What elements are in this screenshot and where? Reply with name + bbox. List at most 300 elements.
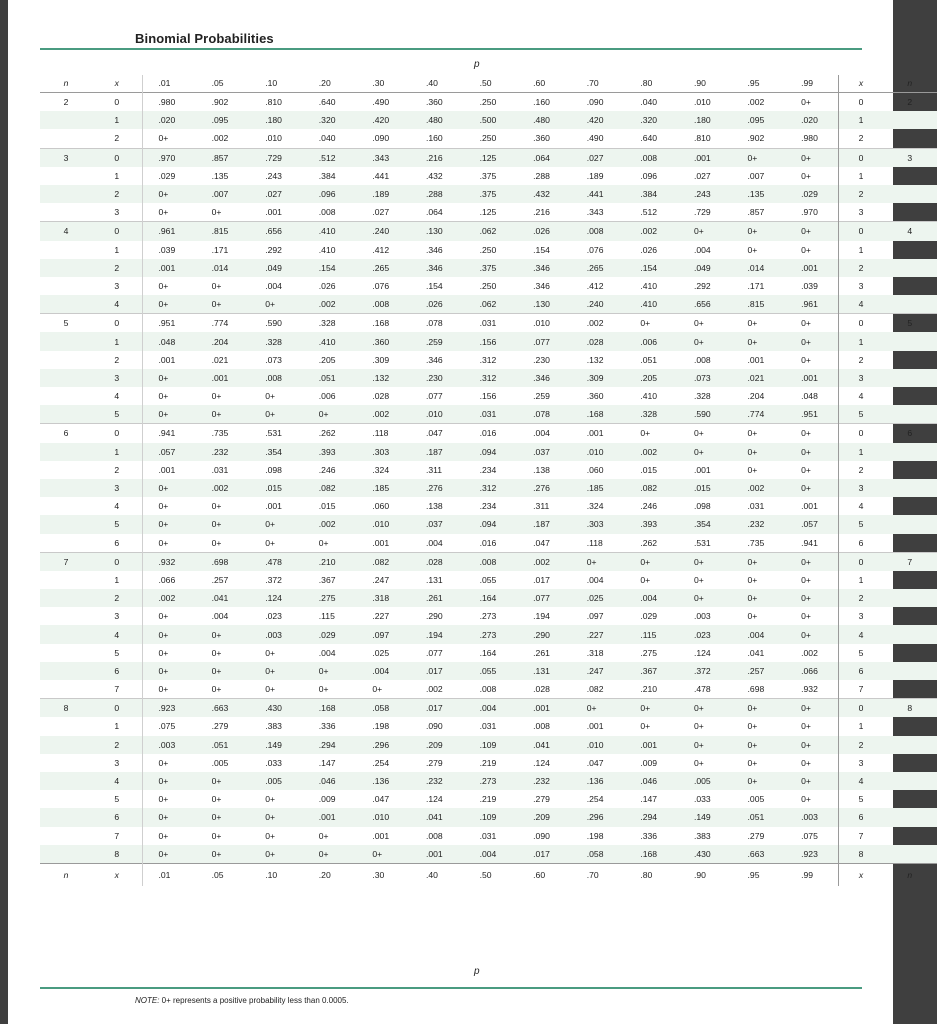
x-cell: 6: [92, 534, 142, 553]
n-cell-right: [883, 736, 937, 754]
table-row: [40, 662, 937, 680]
probability-cell: .029: [785, 185, 839, 203]
probability-cell: .420: [356, 111, 410, 129]
probability-cell: 0+: [571, 552, 625, 571]
probability-cell: 0+: [158, 133, 169, 144]
x-cell-right: 0: [839, 93, 883, 112]
probability-cell: 0+: [158, 794, 169, 805]
probability-cell: 0+: [732, 222, 786, 241]
p-footer: .60: [533, 869, 546, 880]
n-cell-right: [883, 203, 937, 222]
probability-cell: .234: [479, 464, 497, 475]
probability-cell: .154: [303, 259, 357, 277]
probability-cell: .279: [533, 794, 550, 805]
probability-cell: .001: [142, 259, 196, 277]
probability-cell: .060: [372, 501, 390, 512]
p-header: .99: [801, 78, 814, 88]
probability-cell: .004: [265, 280, 282, 291]
probability-cell: .384: [624, 185, 678, 203]
n-cell: [40, 387, 92, 405]
probability-cell: .041: [747, 647, 765, 658]
probability-cell: .346: [425, 354, 443, 365]
probability-cell: .118: [356, 424, 410, 443]
x-cell-right: 2: [839, 185, 883, 203]
table-row: [40, 772, 937, 790]
n-cell-right: [883, 111, 937, 129]
x-cell: 3: [92, 754, 142, 772]
probability-cell: .259: [533, 391, 550, 402]
probability-cell: .010: [571, 736, 625, 754]
probability-cell: .512: [640, 207, 658, 218]
probability-cell: .015: [249, 479, 303, 497]
probability-cell: 0+: [158, 501, 169, 512]
probability-cell: .002: [356, 405, 410, 424]
n-cell: [40, 259, 92, 277]
x-footer-right: x: [839, 863, 883, 886]
probability-cell: 0+: [142, 295, 196, 314]
header-row: [40, 75, 937, 93]
table-row: [40, 314, 937, 333]
n-cell-right: [883, 845, 937, 864]
x-cell: 1: [92, 332, 142, 350]
probability-cell: .017: [410, 662, 464, 680]
probability-cell: .288: [410, 185, 464, 203]
probability-cell: .001: [265, 501, 282, 512]
n-cell-right: [883, 461, 937, 479]
probability-cell: .154: [425, 280, 443, 291]
probability-cell: .082: [303, 479, 357, 497]
p-header: .70: [586, 78, 599, 88]
n-cell: [40, 662, 92, 680]
probability-cell: .082: [356, 552, 410, 571]
x-cell-right: 2: [839, 589, 883, 607]
probability-cell: .296: [571, 808, 625, 826]
table-row: [40, 461, 937, 479]
probability-cell: .135: [211, 170, 229, 181]
probability-cell: .324: [372, 464, 390, 475]
n-cell: [40, 295, 92, 314]
probability-cell: .246: [640, 501, 658, 512]
probability-cell: 0+: [678, 222, 732, 241]
table-row: [40, 845, 937, 864]
n-cell-right: [883, 754, 937, 772]
probability-cell: .010: [693, 97, 711, 108]
probability-cell: .109: [464, 736, 518, 754]
probability-cell: .004: [624, 589, 678, 607]
probability-cell: .941: [801, 537, 818, 548]
x-cell-right: 0: [839, 552, 883, 571]
probability-cell: 0+: [801, 464, 811, 475]
probability-cell: .250: [479, 244, 497, 255]
probability-cell: 0+: [801, 574, 811, 585]
probability-cell: .290: [517, 625, 571, 643]
x-cell-right: 5: [839, 405, 883, 424]
probability-cell: 0+: [678, 424, 732, 443]
probability-cell: .204: [747, 391, 765, 402]
probability-cell: 0+: [732, 332, 786, 350]
probability-cell: .051: [640, 354, 658, 365]
probability-cell: .205: [318, 354, 336, 365]
probability-cell: 0+: [249, 662, 303, 680]
probability-cell: 0+: [624, 314, 678, 333]
probability-cell: .156: [479, 391, 497, 402]
probability-cell: .294: [624, 808, 678, 826]
probability-cell: .205: [624, 369, 678, 387]
probability-cell: .004: [464, 699, 518, 718]
probability-cell: .130: [517, 295, 571, 314]
probability-cell: .531: [249, 424, 303, 443]
probability-cell: .048: [801, 391, 818, 402]
x-cell-right: 5: [839, 644, 883, 662]
probability-cell: .441: [372, 170, 390, 181]
table-row: [40, 203, 937, 222]
footnote: [135, 996, 349, 1005]
x-header-right: x: [839, 75, 883, 93]
table-row: [40, 644, 937, 662]
probability-cell: 0+: [747, 464, 758, 475]
probability-cell: .336: [318, 721, 336, 732]
probability-cell: 0+: [142, 479, 196, 497]
probability-cell: .010: [571, 443, 625, 461]
probability-cell: 0+: [196, 295, 250, 314]
probability-cell: .008: [318, 207, 336, 218]
x-cell: 2: [92, 259, 142, 277]
probability-cell: .729: [693, 207, 711, 218]
probability-cell: .039: [801, 280, 818, 291]
p-header: .80: [640, 78, 653, 88]
probability-cell: .009: [318, 794, 336, 805]
probability-cell: 0+: [318, 830, 329, 841]
probability-cell: .309: [571, 369, 625, 387]
p-footer: .05: [211, 869, 224, 880]
p-header: .90: [693, 78, 706, 88]
probability-cell: .590: [678, 405, 732, 424]
x-cell-right: 2: [839, 461, 883, 479]
probability-cell: .234: [479, 501, 497, 512]
n-cell: [40, 717, 92, 735]
n-cell: 7: [40, 552, 92, 571]
probability-cell: .075: [158, 721, 176, 732]
probability-cell: .004: [425, 537, 443, 548]
probability-cell: 0+: [785, 589, 839, 607]
probability-cell: .006: [624, 332, 678, 350]
n-footer-right: n: [907, 869, 913, 880]
probability-cell: 0+: [158, 537, 169, 548]
probability-cell: .010: [356, 808, 410, 826]
p-header: .05: [211, 78, 224, 88]
n-cell-right: 2: [907, 97, 913, 108]
n-cell-right: [883, 680, 937, 699]
p-footer: .30: [372, 869, 385, 880]
probability-cell: .774: [196, 314, 250, 333]
probability-cell: .062: [464, 295, 518, 314]
probability-cell: .026: [318, 280, 336, 291]
probability-cell: .375: [479, 170, 497, 181]
probability-cell: .296: [356, 736, 410, 754]
probability-cell: 0+: [732, 699, 786, 718]
probability-cell: .041: [410, 808, 464, 826]
x-cell: 1: [92, 167, 142, 185]
probability-cell: .051: [303, 369, 357, 387]
probability-cell: 0+: [571, 699, 625, 718]
probability-cell: .094: [464, 515, 518, 533]
probability-cell: .311: [425, 464, 443, 475]
n-cell: [40, 534, 92, 553]
n-cell: [40, 369, 92, 387]
probability-cell: .410: [640, 280, 658, 291]
probability-cell: .303: [571, 515, 625, 533]
x-cell: 4: [92, 497, 142, 515]
probability-cell: .076: [372, 280, 390, 291]
probability-cell: .097: [586, 611, 604, 622]
probability-cell: .209: [410, 736, 464, 754]
x-cell-right: 2: [839, 736, 883, 754]
table-row: [40, 369, 937, 387]
probability-cell: .168: [303, 699, 357, 718]
n-cell: 8: [40, 699, 92, 718]
probability-cell: .261: [410, 589, 464, 607]
p-header: .01: [158, 78, 171, 88]
probability-cell: .130: [410, 222, 464, 241]
n-cell: [40, 185, 92, 203]
probability-cell: 0+: [318, 537, 329, 548]
probability-cell: .656: [249, 222, 303, 241]
n-cell: [40, 808, 92, 826]
probability-cell: .004: [586, 574, 604, 585]
probability-cell: .026: [640, 244, 658, 255]
x-cell: 3: [92, 369, 142, 387]
n-cell-right: [883, 241, 937, 259]
probability-cell: .164: [464, 589, 518, 607]
probability-cell: .640: [640, 133, 658, 144]
probability-cell: 0+: [158, 757, 169, 768]
x-cell: 6: [92, 662, 142, 680]
probability-cell: .098: [693, 501, 711, 512]
probability-cell: .265: [571, 259, 625, 277]
n-cell-right: 4: [883, 222, 937, 241]
probability-cell: .097: [356, 625, 410, 643]
probability-cell: .001: [158, 354, 176, 365]
probability-cell: .138: [425, 501, 443, 512]
probability-cell: .077: [517, 332, 571, 350]
probability-cell: .698: [747, 684, 765, 695]
probability-cell: .008: [571, 222, 625, 241]
probability-cell: 0+: [142, 845, 196, 864]
probability-cell: .970: [142, 148, 196, 167]
probability-cell: 0+: [801, 244, 811, 255]
probability-cell: .951: [785, 405, 839, 424]
probability-cell: 0+: [785, 148, 839, 167]
x-cell-right: 1: [839, 443, 883, 461]
probability-cell: .066: [158, 574, 176, 585]
probability-cell: 0+: [640, 721, 651, 732]
probability-cell: .961: [785, 295, 839, 314]
probability-cell: .095: [196, 111, 250, 129]
probability-cell: .980: [801, 133, 818, 144]
probability-cell: 0+: [747, 574, 758, 585]
probability-cell: .250: [479, 97, 497, 108]
probability-cell: .066: [785, 662, 839, 680]
table-row: [40, 736, 937, 754]
probability-cell: .254: [372, 757, 390, 768]
probability-cell: .210: [640, 684, 658, 695]
probability-cell: 0+: [640, 574, 651, 585]
probability-cell: .857: [196, 148, 250, 167]
probability-cell: .118: [586, 537, 603, 548]
probability-cell: .031: [464, 314, 518, 333]
probability-cell: .025: [372, 647, 390, 658]
x-cell: 7: [92, 827, 142, 845]
n-cell: 6: [40, 424, 92, 443]
probability-cell: .001: [624, 736, 678, 754]
probability-cell: .001: [303, 808, 357, 826]
probability-cell: .276: [410, 479, 464, 497]
probability-cell: 0+: [158, 207, 169, 218]
page: [8, 0, 913, 1024]
probability-cell: .007: [196, 185, 250, 203]
n-cell: [40, 332, 92, 350]
probability-cell: .136: [571, 772, 625, 790]
probability-cell: .171: [211, 244, 229, 255]
table-row: [40, 515, 937, 533]
probability-cell: .410: [303, 332, 357, 350]
table-row: [40, 625, 937, 643]
probability-cell: 0+: [747, 244, 758, 255]
probability-cell: .002: [624, 443, 678, 461]
probability-cell: .028: [533, 684, 550, 695]
n-cell-right: [883, 515, 937, 533]
probability-cell: 0+: [732, 424, 786, 443]
probability-cell: .124: [249, 589, 303, 607]
n-cell-right: 5: [883, 314, 937, 333]
probability-cell: 0+: [372, 684, 383, 695]
table-row: [40, 111, 937, 129]
probability-cell: .410: [640, 391, 658, 402]
n-header: n: [63, 78, 69, 88]
x-cell: 3: [92, 607, 142, 625]
probability-cell: .001: [785, 369, 839, 387]
binomial-table: [40, 75, 937, 886]
probability-cell: 0+: [211, 280, 222, 291]
probability-cell: .932: [142, 552, 196, 571]
probability-cell: .480: [410, 111, 464, 129]
probability-cell: .077: [425, 647, 443, 658]
probability-cell: .367: [318, 574, 336, 585]
probability-cell: .262: [640, 537, 658, 548]
probability-cell: 0+: [211, 537, 222, 548]
probability-cell: .014: [732, 259, 786, 277]
probability-cell: .002: [732, 479, 786, 497]
probability-cell: 0+: [801, 794, 811, 805]
probability-cell: .058: [356, 699, 410, 718]
probability-cell: .410: [318, 244, 336, 255]
probability-cell: 0+: [142, 185, 196, 203]
probability-cell: 0+: [265, 794, 275, 805]
probability-cell: .016: [479, 537, 497, 548]
probability-cell: .210: [303, 552, 357, 571]
probability-cell: .037: [410, 515, 464, 533]
n-cell-right: [883, 387, 937, 405]
probability-cell: .075: [801, 830, 818, 841]
probability-cell: .096: [303, 185, 357, 203]
probability-cell: .131: [517, 662, 571, 680]
table-row: [40, 680, 937, 699]
probability-cell: 0+: [732, 772, 786, 790]
probability-cell: 0+: [678, 736, 732, 754]
x-cell: 4: [92, 772, 142, 790]
p-footer: .80: [640, 869, 653, 880]
probability-cell: .004: [732, 625, 786, 643]
probability-cell: .216: [533, 207, 550, 218]
probability-cell: .232: [196, 443, 250, 461]
probability-cell: .729: [249, 148, 303, 167]
p-footer: .95: [747, 869, 760, 880]
x-header: x: [92, 75, 142, 93]
probability-cell: .160: [533, 97, 550, 108]
probability-cell: .026: [410, 295, 464, 314]
probability-cell: .138: [533, 464, 550, 475]
probability-cell: 0+: [785, 736, 839, 754]
n-cell-right: [883, 405, 937, 424]
p-footer: .10: [265, 869, 278, 880]
probability-cell: 0+: [196, 625, 250, 643]
probability-cell: .040: [318, 133, 336, 144]
probability-cell: .273: [479, 611, 497, 622]
x-cell: 3: [92, 479, 142, 497]
probability-cell: .023: [265, 611, 282, 622]
probability-cell: .001: [372, 537, 390, 548]
n-cell-right: [883, 295, 937, 314]
probability-cell: .078: [410, 314, 464, 333]
n-cell-right: [883, 662, 937, 680]
table-row: [40, 552, 937, 571]
probability-cell: .154: [533, 244, 550, 255]
x-cell-right: 0: [839, 148, 883, 167]
probability-cell: .040: [640, 97, 658, 108]
table-row: [40, 827, 937, 845]
probability-cell: .131: [425, 574, 443, 585]
probability-cell: .168: [356, 314, 410, 333]
probability-cell: .047: [410, 424, 464, 443]
probability-cell: .082: [624, 479, 678, 497]
probability-cell: .090: [586, 97, 604, 108]
probability-cell: .262: [303, 424, 357, 443]
probability-cell: .490: [372, 97, 390, 108]
probability-cell: 0+: [785, 332, 839, 350]
probability-cell: .027: [571, 148, 625, 167]
x-cell-right: 3: [839, 607, 883, 625]
probability-cell: .001: [517, 699, 571, 718]
probability-cell: 0+: [801, 354, 811, 365]
p-header: .40: [425, 78, 438, 88]
probability-cell: .002: [801, 647, 818, 658]
probability-cell: .005: [678, 772, 732, 790]
probability-cell: 0+: [624, 424, 678, 443]
probability-cell: .393: [624, 515, 678, 533]
probability-cell: .590: [249, 314, 303, 333]
table-row: [40, 387, 937, 405]
probability-cell: 0+: [732, 148, 786, 167]
probability-cell: .076: [586, 244, 604, 255]
probability-cell: .478: [693, 684, 711, 695]
probability-cell: .055: [464, 662, 518, 680]
n-cell: [40, 589, 92, 607]
x-cell-right: 3: [839, 479, 883, 497]
probability-cell: .090: [533, 830, 550, 841]
probability-cell: .005: [249, 772, 303, 790]
n-cell-right: 3: [883, 148, 937, 167]
probability-cell: .354: [678, 515, 732, 533]
